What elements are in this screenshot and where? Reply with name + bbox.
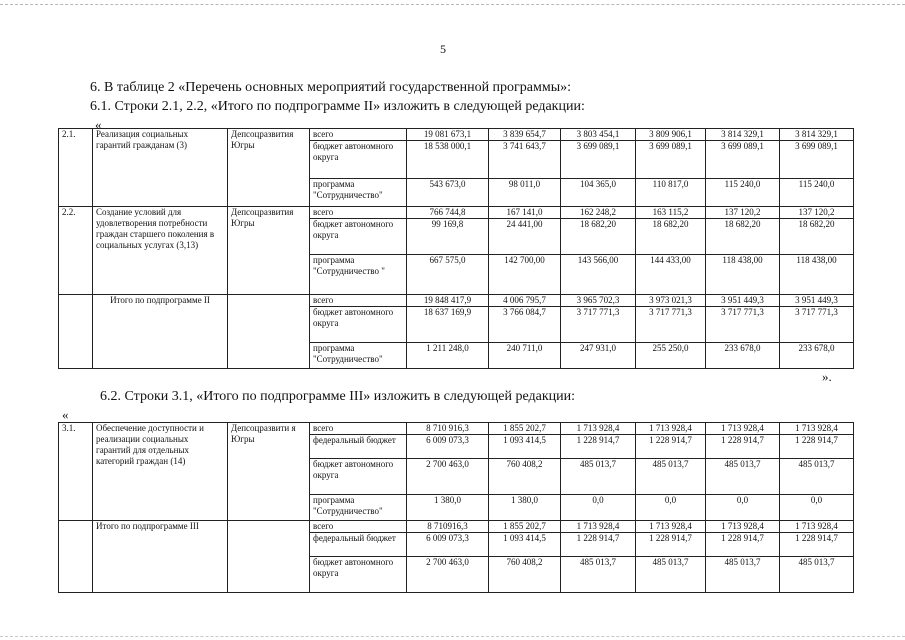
value-year: 1 713 928,4 [706,521,780,533]
value-year: 255 250,0 [636,343,706,369]
value-total: 18 637 169,9 [407,307,489,343]
value-year: 247 931,0 [561,343,636,369]
value-year: 233 678,0 [706,343,780,369]
funding-source: всего [310,423,407,435]
value-year: 98 011,0 [489,179,561,207]
table-row [59,423,854,435]
value-year: 18 682,20 [636,219,706,255]
value-year: 24 441,00 [489,219,561,255]
value-year: 0,0 [780,495,854,521]
value-year: 3 717 771,3 [706,307,780,343]
executor-empty [228,521,310,593]
funding-source: всего [310,295,407,307]
value-year: 115 240,0 [780,179,854,207]
subtotal-label: Итого по подпрограмме II [93,295,228,369]
funding-source: бюджет автономного округа [310,307,407,343]
value-year: 3 699 089,1 [561,141,636,179]
value-year: 3 741 643,7 [489,141,561,179]
funding-source: всего [310,521,407,533]
value-year: 1 713 928,4 [636,423,706,435]
value-year: 115 240,0 [706,179,780,207]
value-year: 485 013,7 [780,557,854,593]
value-year: 485 013,7 [636,557,706,593]
value-year: 0,0 [561,495,636,521]
funding-source: бюджет автономного округа [310,219,407,255]
value-year: 143 566,00 [561,255,636,295]
value-year: 3 814 329,1 [706,129,780,141]
value-year: 3 951 449,3 [780,295,854,307]
open-quote: « [95,117,102,132]
value-year: 3 951 449,3 [706,295,780,307]
scan-top-edge [0,4,905,5]
funding-source: программа "Сотрудничество" [310,179,407,207]
value-year: 162 248,2 [561,207,636,219]
funding-source: федеральный бюджет [310,435,407,459]
value-year: 485 013,7 [706,557,780,593]
value-total: 1 380,0 [407,495,489,521]
value-year: 137 120,2 [706,207,780,219]
executor: Депсоцразвития Югры [228,129,310,207]
value-year: 18 682,20 [561,219,636,255]
close-quote: ». [822,369,832,384]
value-year: 485 013,7 [706,459,780,495]
table-rows-3-1 [58,422,854,593]
value-total: 667 575,0 [407,255,489,295]
section-heading: 6. В таблице 2 «Перечень основных мероприятий государственной программы»: [90,80,572,95]
table-row [59,129,854,141]
value-year: 1 228 914,7 [780,435,854,459]
value-year: 3 699 089,1 [780,141,854,179]
value-year: 1 713 928,4 [636,521,706,533]
value-total: 766 744,8 [407,207,489,219]
value-year: 485 013,7 [561,459,636,495]
value-year: 0,0 [636,495,706,521]
row-number: 2.2. [59,207,93,295]
value-year: 144 433,00 [636,255,706,295]
value-total: 8 710916,3 [407,521,489,533]
value-year: 233 678,0 [780,343,854,369]
table-rows-2-1-2-2 [58,128,854,369]
value-year: 1 380,0 [489,495,561,521]
value-year: 1 855 202,7 [489,521,561,533]
value-total: 6 009 073,3 [407,435,489,459]
value-year: 485 013,7 [636,459,706,495]
value-year: 760 408,2 [489,459,561,495]
value-total: 99 169,8 [407,219,489,255]
value-year: 760 408,2 [489,557,561,593]
value-year: 1 713 928,4 [706,423,780,435]
table-row [59,521,854,533]
value-year: 1 855 202,7 [489,423,561,435]
value-total: 19 081 673,1 [407,129,489,141]
funding-source: всего [310,207,407,219]
value-year: 4 006 795,7 [489,295,561,307]
activity-name: Реализация социальных гарантий гражданам (3) [93,129,228,207]
value-total: 543 673,0 [407,179,489,207]
value-year: 1 713 928,4 [780,521,854,533]
value-year: 485 013,7 [780,459,854,495]
value-total: 19 848 417,9 [407,295,489,307]
value-year: 3 766 084,7 [489,307,561,343]
subsection-heading-6-1: 6.1. Строки 2.1, 2.2, «Итого по подпрограмме II» изложить в следующей редакции: [90,99,585,114]
executor: Депсоцразвити я Югры [228,423,310,521]
value-year: 3 965 702,3 [561,295,636,307]
value-total: 2 700 463,0 [407,459,489,495]
value-year: 3 699 089,1 [636,141,706,179]
value-year: 1 228 914,7 [636,533,706,557]
funding-source: бюджет автономного округа [310,141,407,179]
value-year: 1 713 928,4 [780,423,854,435]
subsection-heading-6-2: 6.2. Строки 3.1, «Итого по подпрограмме III» изложить в следующей редакции: [100,389,576,404]
executor: Депсоцразвития Югры [228,207,310,295]
value-year: 1 228 914,7 [706,533,780,557]
value-year: 3 803 454,1 [561,129,636,141]
open-quote-2: « [62,407,69,422]
value-year: 3 809 906,1 [636,129,706,141]
value-year: 1 093 414,5 [489,435,561,459]
activity-name: Обеспечение доступности и реализации социальных гарантий для отдельных категорий граждан (14) [93,423,228,521]
activity-name: Создание условий для удовлетворения потребности граждан старшего поколения в социальных услугах (3,13) [93,207,228,295]
funding-source: бюджет автономного округа [310,459,407,495]
value-year: 3 699 089,1 [706,141,780,179]
value-year: 18 682,20 [780,219,854,255]
value-year: 163 115,2 [636,207,706,219]
row-number: 3.1. [59,423,93,521]
value-year: 142 700,00 [489,255,561,295]
value-total: 6 009 073,3 [407,533,489,557]
funding-source: всего [310,129,407,141]
value-total: 8 710 916,3 [407,423,489,435]
row-number-empty [59,521,93,593]
row-number-empty [59,295,93,369]
value-year: 1 713 928,4 [561,521,636,533]
value-year: 3 973 021,3 [636,295,706,307]
value-total: 1 211 248,0 [407,343,489,369]
table-row [59,295,854,307]
page-number: 5 [440,42,446,56]
value-year: 1 713 928,4 [561,423,636,435]
value-year: 1 228 914,7 [780,533,854,557]
value-year: 3 717 771,3 [780,307,854,343]
value-year: 104 365,0 [561,179,636,207]
value-year: 137 120,2 [780,207,854,219]
value-year: 167 141,0 [489,207,561,219]
value-year: 1 093 414,5 [489,533,561,557]
value-year: 1 228 914,7 [706,435,780,459]
scan-bottom-edge [0,636,905,637]
value-year: 3 814 329,1 [780,129,854,141]
value-year: 110 817,0 [636,179,706,207]
funding-source: программа "Сотрудничество" [310,495,407,521]
funding-source: федеральный бюджет [310,533,407,557]
row-number: 2.1. [59,129,93,207]
funding-source: программа "Сотрудничество" [310,343,407,369]
value-year: 3 717 771,3 [636,307,706,343]
value-year: 1 228 914,7 [561,435,636,459]
value-year: 3 717 771,3 [561,307,636,343]
value-total: 2 700 463,0 [407,557,489,593]
funding-source: бюджет автономного округа [310,557,407,593]
value-year: 485 013,7 [561,557,636,593]
value-year: 0,0 [706,495,780,521]
funding-source: программа "Сотрудничество " [310,255,407,295]
executor-empty [228,295,310,369]
value-year: 118 438,00 [780,255,854,295]
value-year: 1 228 914,7 [561,533,636,557]
value-year: 3 839 654,7 [489,129,561,141]
value-year: 118 438,00 [706,255,780,295]
value-year: 240 711,0 [489,343,561,369]
subtotal-label: Итого по подпрограмме III [93,521,228,593]
value-year: 18 682,20 [706,219,780,255]
table-row [59,207,854,219]
value-year: 1 228 914,7 [636,435,706,459]
value-total: 18 538 000,1 [407,141,489,179]
